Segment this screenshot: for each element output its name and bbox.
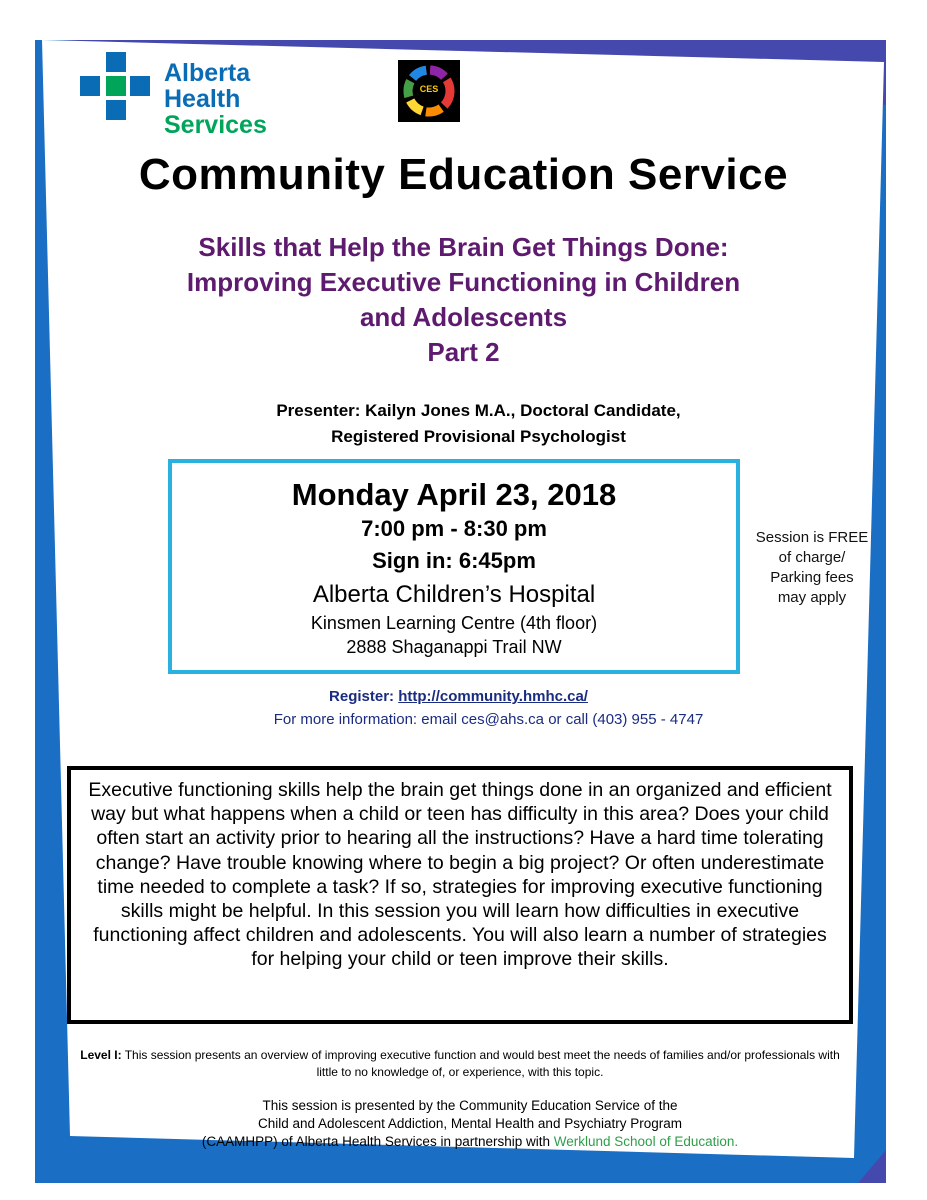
cost-note-line: Parking fees [770,569,854,586]
footer-line2: Child and Adolescent Addiction, Mental Health and Psychiatry Program [258,1116,682,1131]
ces-logo [398,60,460,122]
subtitle-line: Skills that Help the Brain Get Things Done: [198,232,729,262]
ahs-cross-icon [80,52,156,124]
contact-info: For more information: email ces@ahs.ca or call (403) 955 - 4747 [273,711,704,728]
register-link[interactable]: http://community.hmhc.ca/ [398,688,588,705]
subtitle-line: Part 2 [427,337,500,367]
event-room: Kinsmen Learning Centre (4th floor) [310,613,598,633]
presenter-line2: Registered Provisional Psychologist [331,427,626,446]
cost-note [742,528,882,608]
level-text: This session presents an overview of improving executive function and would best meet the needs of families and/or professionals with little to no knowledge of, or experience, with this topic. [124,1048,840,1079]
description-text: Executive functioning skills help the brain get things done in an organized and efficient way but what happens when a child or teen has difficulty in this area? Does your child often start an activity prior to hearing all the instructions? Have a hard time tolerating change? Have trouble knowing where to begin a big project? Or often underestimate time needed to complete a task? If so, strategies for improving executive functioning skills might be helpful. In this session you will learn how difficulties in executive functioning affect children and adolescents. You will also learn a number of strategies for helping your child or teen improve their skills. [88,779,832,971]
presenter-line1: Presenter: Kailyn Jones M.A., Doctoral Candidate, [276,401,681,420]
register-label: Register: [329,688,395,705]
event-date: Monday April 23, 2018 [291,477,617,512]
register-block [0,688,927,728]
footer-line1: This session is presented by the Community Education Service of the [262,1098,678,1113]
subtitle-line: Improving Executive Functioning in Children [186,267,741,297]
ahs-logo-line2: Services [164,111,267,139]
level-label: Level I: [80,1048,122,1062]
cost-note-line: Session is FREE [755,529,869,546]
cost-note-line: of charge/ [778,549,846,566]
werklund-name: Werklund School of Education. [553,1134,739,1149]
subtitle-line: and Adolescents [359,302,568,332]
ahs-logo-line1: Alberta Health [164,59,251,113]
ahs-logo [80,52,330,139]
footer [100,1097,840,1151]
event-details-box [168,459,740,674]
session-subtitle [0,230,927,370]
cost-note-line: may apply [777,589,847,606]
footer-line3: (CAAMHPP) of Alberta Health Services in partnership with [201,1134,550,1149]
event-address: 2888 Shaganappi Trail NW [346,637,562,657]
page-title: Community Education Service [138,150,789,199]
event-signin: Sign in: 6:45pm [372,548,536,573]
level-note [70,1047,850,1081]
description-box [67,766,853,1024]
event-venue: Alberta Children’s Hospital [312,581,596,608]
presenter-block [0,398,927,450]
event-time: 7:00 pm - 8:30 pm [361,516,547,541]
ces-logo-label: CES [419,84,439,94]
